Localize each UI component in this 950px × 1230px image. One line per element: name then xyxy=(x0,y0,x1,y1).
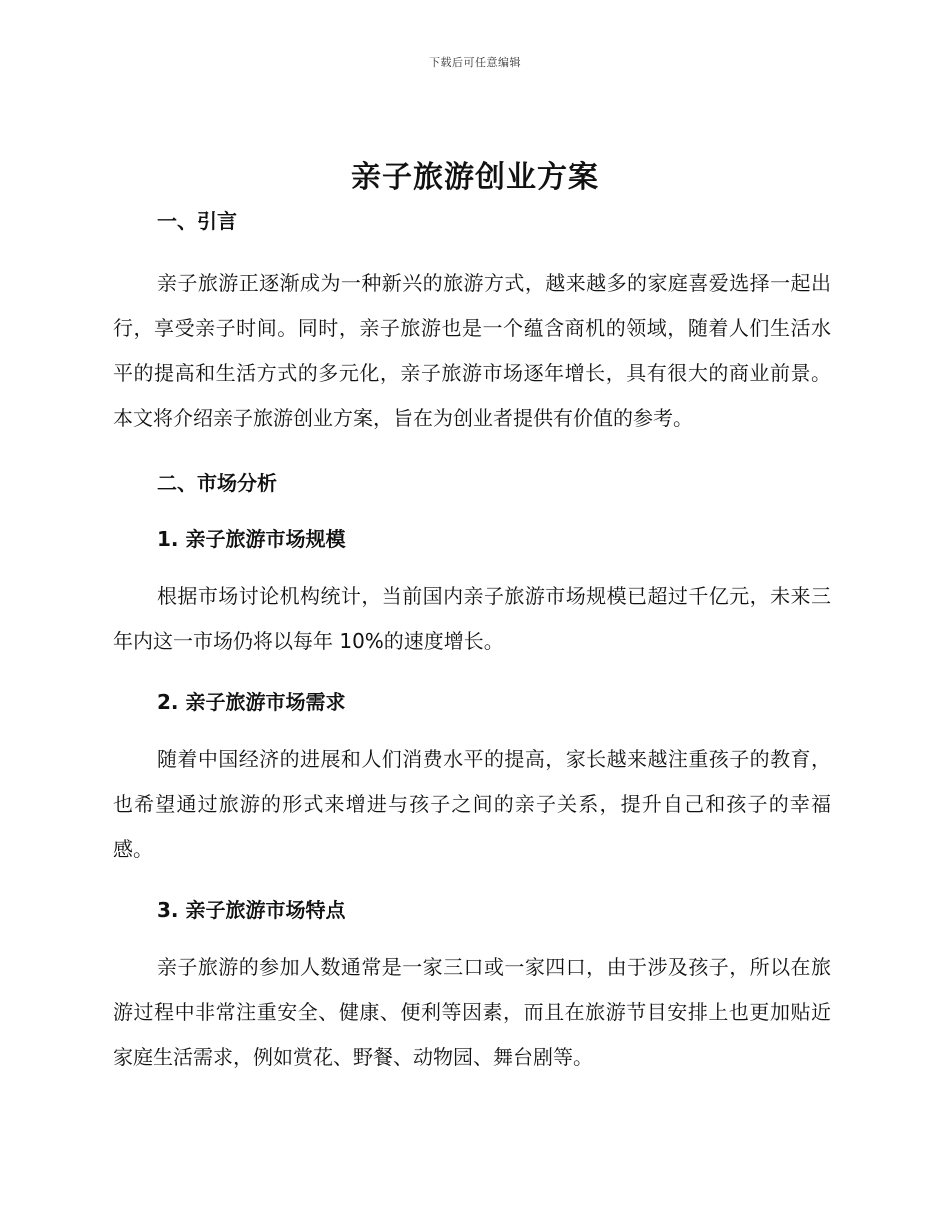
subsection-heading-market-demand: 2. 亲子旅游市场需求 xyxy=(157,690,346,714)
market-demand-paragraph: 随着中国经济的进展和人们消费水平的提高，家长越来越注重孩子的教育，也希望通过旅游的形式来增进与孩子之间的亲子关系，提升自己和孩子的幸福感。 xyxy=(113,747,831,861)
market-size-paragraph: 根据市场讨论机构统计，当前国内亲子旅游市场规模已超过千亿元，未来三年内这一市场仍将以每年 10%的速度增长。 xyxy=(113,584,831,653)
subsection-heading-market-size: 1. 亲子旅游市场规模 xyxy=(157,527,346,551)
header-note: 下载后可任意编辑 xyxy=(429,56,521,69)
section-heading-introduction: 一、引言 xyxy=(157,209,237,233)
subsection-heading-market-features: 3. 亲子旅游市场特点 xyxy=(157,898,346,922)
introduction-paragraph: 亲子旅游正逐渐成为一种新兴的旅游方式，越来越多的家庭喜爱选择一起出行，享受亲子时间。同时，亲子旅游也是一个蕴含商机的领域，随着人们生活水平的提高和生活方式的多元化，亲子旅游市场逐年增长，具有很大的商业前景。本文将介绍亲子旅游创业方案，旨在为创业者提供有价值的参考。 xyxy=(113,271,831,430)
document-title: 亲子旅游创业方案 xyxy=(351,160,599,195)
market-features-paragraph: 亲子旅游的参加人数通常是一家三口或一家四口，由于涉及孩子，所以在旅游过程中非常注重安全、健康、便利等因素，而且在旅游节目安排上也更加贴近家庭生活需求，例如赏花、野餐、动物园、舞台剧等。 xyxy=(113,955,831,1069)
document-body xyxy=(113,203,831,1080)
section-heading-market-analysis: 二、市场分析 xyxy=(157,471,277,495)
